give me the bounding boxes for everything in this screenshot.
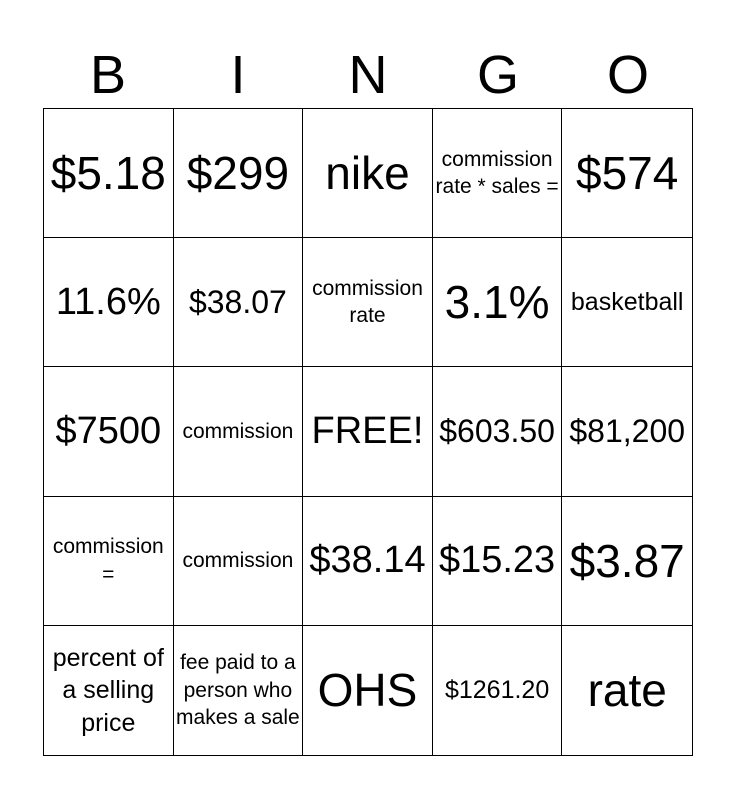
bingo-cell: percent of a selling price — [44, 626, 174, 755]
bingo-grid — [43, 108, 693, 756]
bingo-cell: $5.18 — [44, 109, 174, 238]
header-letter-o: O — [606, 45, 649, 105]
bingo-cell: $81,200 — [562, 367, 692, 496]
bingo-cell: $299 — [174, 109, 304, 238]
bingo-cell: basketball — [562, 238, 692, 367]
bingo-cell: rate — [587, 664, 667, 717]
bingo-cell: $15.23 — [433, 497, 563, 626]
bingo-cell: commission = — [44, 497, 174, 626]
header-letter-g: G — [476, 45, 519, 105]
bingo-cell: $603.50 — [433, 367, 563, 496]
bingo-cell: 3.1% — [433, 238, 563, 367]
header-letter-n: N — [348, 45, 388, 105]
bingo-cell: $38.07 — [174, 238, 304, 367]
bingo-cell: fee paid to a person who makes a sale — [174, 626, 304, 755]
bingo-cell: $38.14 — [303, 497, 433, 626]
bingo-cell: OHS — [303, 626, 433, 755]
bingo-cell: 11.6% — [44, 238, 174, 367]
bingo-cell: nike — [303, 109, 433, 238]
bingo-header — [43, 42, 693, 108]
bingo-cell: $574 — [562, 109, 692, 238]
header-letter-i: I — [230, 45, 246, 105]
free-space: FREE! — [303, 367, 433, 496]
bingo-cell: commission — [174, 367, 304, 496]
bingo-cell: commission — [174, 497, 304, 626]
header-letter-b: B — [89, 45, 127, 105]
bingo-cell: $1261.20 — [433, 626, 563, 755]
bingo-cell: $7500 — [44, 367, 174, 496]
bingo-cell: $3.87 — [562, 497, 692, 626]
bingo-cell: commission rate — [303, 238, 433, 367]
bingo-cell: commission rate * sales = — [433, 109, 563, 238]
